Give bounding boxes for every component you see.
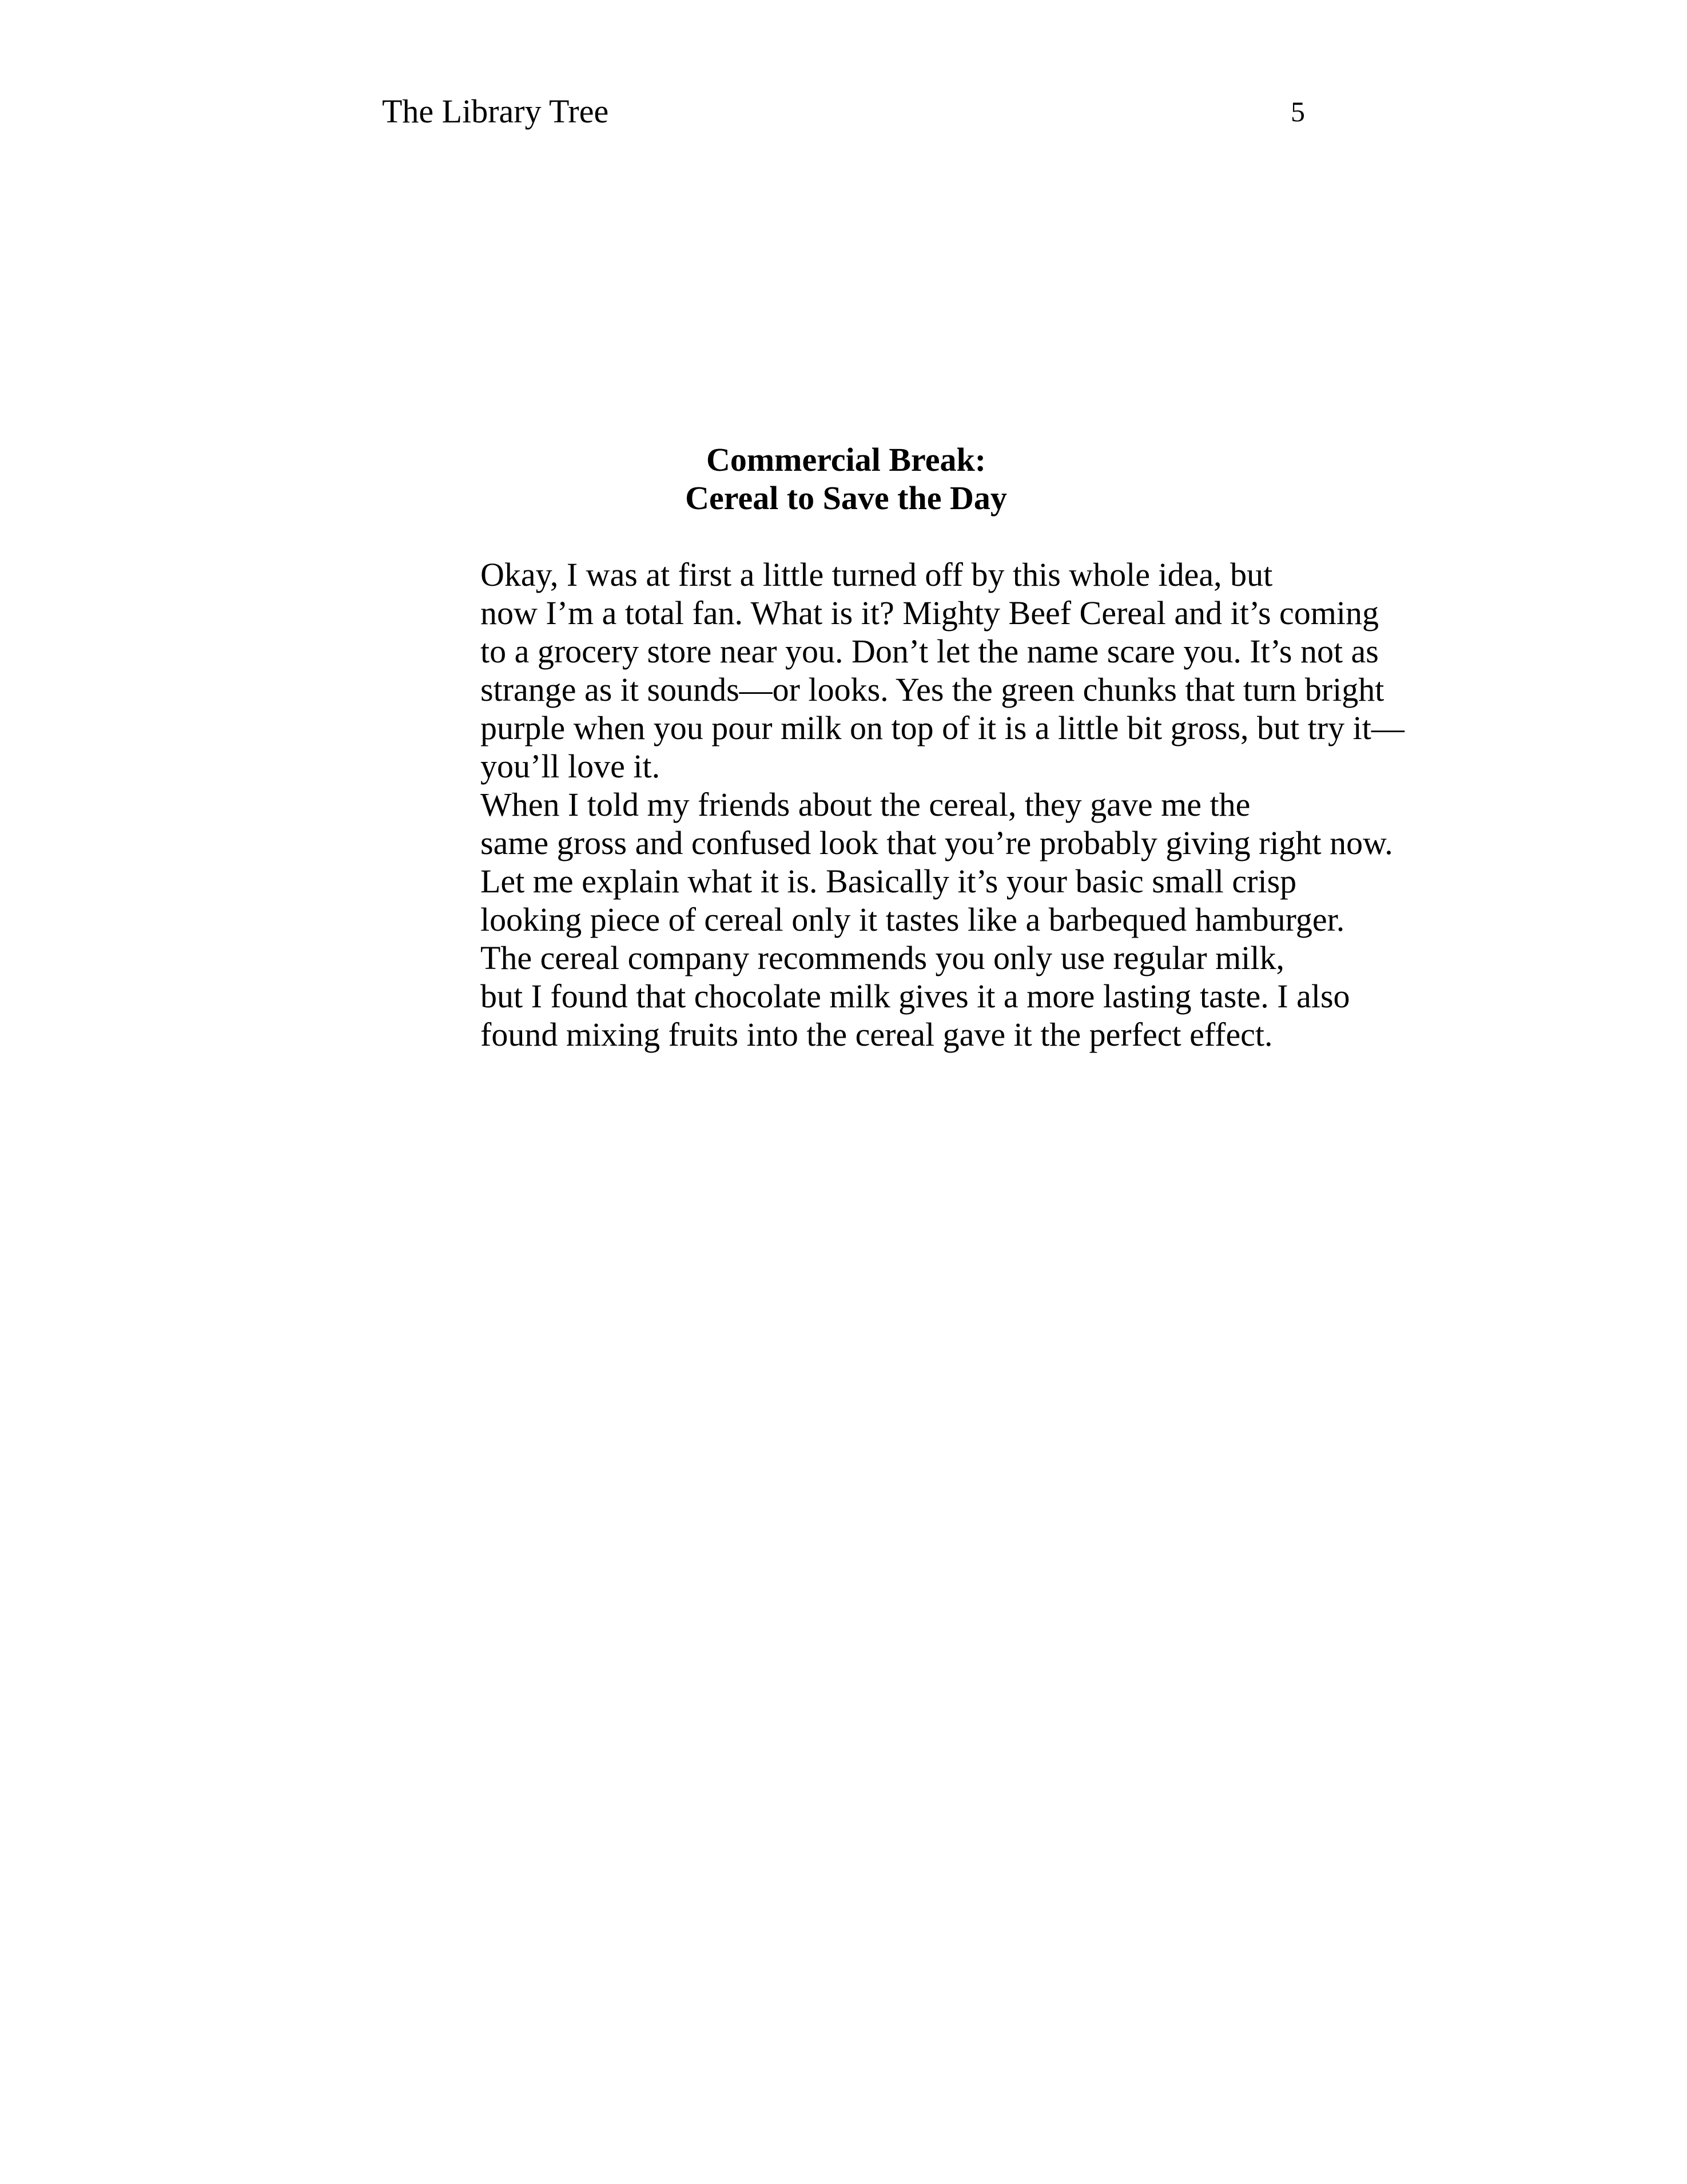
text-line: but I found that chocolate milk gives it a more lasting taste. I also (480, 978, 1350, 1015)
text-line: looking piece of cereal only it tastes like a barbequed hamburger. (480, 901, 1345, 938)
text-line: When I told my friends about the cereal, they gave me the (480, 786, 1251, 823)
paragraph (382, 555, 1404, 785)
paragraph (382, 939, 1350, 1054)
text-line: now I’m a total fan. What is it? Mighty Beef Cereal and it’s coming (480, 594, 1379, 632)
text-line: found mixing fruits into the cereal gave it the perfect effect. (480, 1016, 1273, 1053)
text-line: The cereal company recommends you only use regular milk, (480, 939, 1285, 976)
heading-line: Cereal to Save the Day (685, 479, 1007, 517)
text-line: you’ll love it. (480, 748, 661, 785)
page-number: 5 (1291, 96, 1305, 128)
text-line: Let me explain what it is. Basically it’s your basic small crisp (480, 863, 1297, 900)
text-line: purple when you pour milk on top of it is a little bit gross, but try it— (480, 709, 1404, 746)
text-line: strange as it sounds—or looks. Yes the green chunks that turn bright (480, 671, 1384, 708)
paragraph (382, 785, 1393, 939)
text-line: Okay, I was at first a little turned off by this whole idea, but (480, 556, 1273, 593)
article-heading (382, 440, 1310, 517)
heading-line: Commercial Break: (706, 441, 986, 478)
article-body (382, 555, 1404, 1054)
text-line: to a grocery store near you. Don’t let the name scare you. It’s not as (480, 633, 1379, 670)
text-line: same gross and confused look that you’re probably giving right now. (480, 824, 1393, 861)
article (382, 440, 1404, 1054)
running-header-title: The Library Tree (382, 93, 609, 130)
